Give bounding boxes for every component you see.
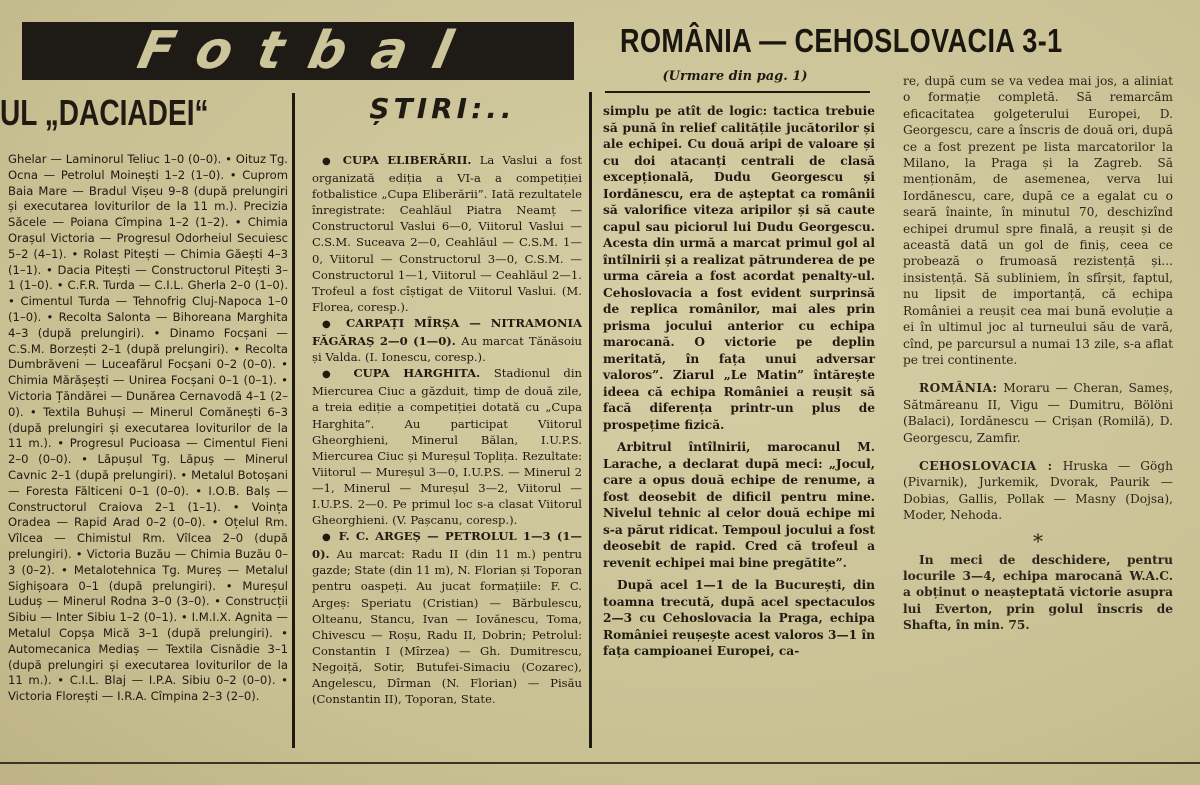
bullet-icon: ● <box>322 156 343 167</box>
lineup-players: Hruska — Gögh (Pivarnik), Jurkemik, Dvorak, Paurik — Dobias, Gallis, Pollak — Masny (Dojsa), Moder, Nehoda. <box>903 458 1173 523</box>
lineup-team: CEHOSLOVACIA : <box>919 458 1053 473</box>
news-item-heading: CUPA HARGHITA. <box>353 366 481 381</box>
bullet-icon: ● <box>322 318 346 330</box>
section-banner <box>22 22 574 80</box>
lineup-cehoslovacia <box>903 458 1173 524</box>
article-headline: ROMÂNIA — CEHOSLOVACIA 3-1 <box>620 22 1063 59</box>
news-item-body: Au marcat Tănăsoiu și Valda. (I. Ionescu, coresp.). <box>312 334 582 365</box>
report-paragraph: re, după cum se va vedea mai jos, a aliniat o formație completă. Să remarcăm eficacitatea golgeterului Europei, D. Georgescu, care a înscris de două ori, după ce a fost prezent pe lista marcatorilor la Milano, la Praga și la Zagreb. Să menționăm, de asemenea, verva lui Iordănescu, care, după ce a egalat cu o seară înainte, în minutul 70, deschizînd echipei drumul spre finală, a reușit și de această dată un gol de finiș, ceea ce probează o frumoasă rezistență și... insistență. Să subliniem, în sfîrșit, faptul, nu lipsit de importanță, că echipa României a reușit cea mai bună evoluție a ei în ultimul joc al turneului său de vară, cînd, pe parcursul a numai 13 zile, s-a aflat pe trei continente. <box>903 74 1173 367</box>
bullet-icon: ● <box>322 532 339 544</box>
column-divider <box>589 92 592 748</box>
news-item <box>312 315 582 365</box>
banner-title: Fotbal <box>132 21 484 81</box>
left-column-title: UL „DACIADEI“ <box>0 92 209 133</box>
report-paragraph: Arbitrul întîlnirii, marocanul M. Larache, a declarat după meci: „Jocul, care a opus două echipe de renume, a fost deosebit de dificil pentru mine. Nivelul tehnic al celor două echipe mi s-a părut ridicat. Tempoul jocului a fost deosebit de rapid. Cred că trofeul a revenit echipei mai bine pregătite”. <box>603 440 875 570</box>
bullet-icon: ● <box>322 369 354 381</box>
match-report-column-1 <box>603 103 875 660</box>
page-bottom-rule <box>0 762 1200 764</box>
lineup-players: Moraru — Cheran, Sameș, Sătmăreanu II, Vigu — Dumitru, Bölöni (Balaci), Iordănescu — Crișan (Romilă), D. Georgescu, Zamfir. <box>903 381 1174 445</box>
cup-results-column <box>8 152 288 705</box>
news-item-body: La Vaslui a fost organizată ediția a VI-a a competiției fotbalistice „Cupa Eliberării”. Iată rezultatele înregistrate: Ceahlăul Piatra Neamț — Constructorul Vaslui 6—0, Viitorul Vaslui — C.S.M. Suceava 2—0, Ceahlăul — C.S.M. 1—0, Viitorul — Constructorul 3—0, C.S.M. — Constructorul 1—1, Viitorul — Ceahlăul 2—1. Trofeul a fost cîștigat de Viitorul Vaslui. (M. Florea, coresp.). <box>312 153 582 314</box>
news-item-heading: CARPAȚI MÎRȘA — NITRAMONIA FĂGĂRAȘ 2—0 (1—0). <box>312 315 582 349</box>
news-item-heading: CUPA ELIBERĂRII. <box>342 153 472 167</box>
continuation-note: (Urmare din pag. 1) <box>662 69 808 84</box>
news-item-heading: F. C. ARGEȘ — PETROLUL 1—3 (1—0). <box>312 529 582 562</box>
news-item-body: Au marcat: Radu II (din 11 m.) pentru gazde; State (din 11 m), N. Florian și Toporan pentru oaspeți. Au jucat formațiile: F. C. Argeș: Speriatu (Cristian) — Bărbulescu, Olteanu, Stancu, Ivan — Iovănescu, Toma, Chivescu — Roșu, Radu II, Dobrin; Petrolul: Constantin I (Mîrzea) — Gh. Dumitrescu, Negoiță, Sotir, Butufei-Simaciu (Cozarec), Angelescu, Dîrman (N. Florian) — Pisău (Constantin II), Toporan, State. <box>312 547 582 707</box>
news-item <box>312 528 582 707</box>
news-item <box>312 365 582 528</box>
report-paragraph: După acel 1—1 de la București, din toamna trecută, după acel spectaculos 2—3 cu Cehoslovacia la Praga, echipa României reușește acest valoros 3—1 în fața campioanei Europei, ca- <box>603 578 875 658</box>
news-item <box>312 152 582 315</box>
lineup-romania <box>903 380 1173 446</box>
news-item-body: Stadionul din Miercurea Ciuc a găzduit, timp de două zile, a treia ediție a competiției dotată cu „Cupa Harghita”. Au participat Viitorul Gheorghieni, Minerul Bălan, I.U.P.S. Miercurea Ciuc și Mureșul Toplița. Rezultate: Viitorul — Mureșul 3—0, I.U.P.S. — Minerul 2—1, Minerul — Mureșul 3—2, Viitorul — I.U.P.S. 2—0. Pe primul loc s-a clasat Viitorul Gheorghieni. (V. Pașcanu, coresp.). <box>312 366 582 528</box>
news-column-title: ȘTIRI:.. <box>369 92 516 125</box>
lineup-team: ROMÂNIA: <box>919 381 998 396</box>
match-report-column-2 <box>903 73 1173 634</box>
star-separator-icon: * <box>1033 528 1043 553</box>
report-paragraph: simplu pe atît de logic: tactica trebuie să pună în relief calitățile jucătorilor și ale echipei. Cu două aripi de valoare și cu doi atacanți centrali de clasă excepțională, Dudu Georgescu și Iordănescu, era de așteptat ca românii să valorifice viteza aripilor și să caute capul sau piciorul lui Dudu Georgescu. Acesta din urmă a marcat primul gol al întîlnirii și a realizat pătrunderea de pe urma căreia a fost acordat penalty-ul. Cehoslovacia a fost evident surprinsă de replica românilor, mai ales prin prisma jocului anterior cu echipa marocană. O victorie pe deplin meritată, în fața unui adversar valoros”. Ziarul „Le Matin” întărește ideea că echipa României a reușit să facă diferența printr-un plus de prospețime fizică. <box>603 104 875 432</box>
column-divider <box>292 93 295 748</box>
subhead-divider <box>605 91 870 93</box>
postscript-paragraph: In meci de deschidere, pentru locurile 3—4, echipa marocană W.A.C. a obținut o neașteptată victorie asupra lui Everton, prin golul înscris de Shafta, în min. 75. <box>903 552 1173 633</box>
cup-results-text: Ghelar — Laminorul Teliuc 1–0 (0–0). • Oituz Tg. Ocna — Petrolul Moinești 1–2 (1–0). • Cuprom Baia Mare — Bradul Vișeu 9–8 (după prelungiri și executarea loviturilor de la 11 m.). Precizia Săcele — Poiana Cîmpina 1–2 (1–2). • Chimia Orașul Victoria — Progresul Odorheiul Secuiesc 5–2 (4–1). • Rolast Pitești — Chimia Găești 4–3 (1–1). • Dacia Pitești — Constructorul Pitești 3–1 (1–0). • C.F.R. Turda — C.I.L. Gherla 2–0 (1–0). • Cimentul Turda — Tehnofrig Cluj-Napoca 1–0 (1–0). • Recolta Salonta — Bihoreana Marghita 4–3 (după prelungiri). • Dinamo Focșani — C.S.M. Borzești 2–1 (după prelungiri). • Recolta Dumbrăveni — Luceafărul Focșani 0–2 (0–0). • Chimia Mărășești — Unirea Focșani 0–1 (0–1). • Victoria Țăndărei — Dunărea Cernavodă 4–1 (2–0). • Textila Buhuși — Minerul Comănești 6–3 (după prelungiri și executarea loviturilor de la 11 m.). • Progresul Pucioasa — Cimentul Fieni 2–0 (0–0). • Lăpușul Tg. Lăpuș — Minerul Cavnic 2–1 (după prelungiri). • Metalul Botoșani — Foresta Fălticeni 0–1 (0–0). • I.O.B. Balș — Constructorul Craiova 2–1 (1–1). • Voința Oradea — Rapid Arad 0–2 (0–0). • Oțelul Rm. Vîlcea — Chimistul Rm. Vîlcea 2–0 (după prelungiri). • Victoria Buzău — Chimia Buzău 0–3 (0–2). • Metalotehnica Tg. Mureș — Metalul Sighișoara 0–1 (după prelungiri). • Mureșul Luduș — Minerul Rodna 3–0 (3–0). • Construcții Sibiu — Inter Sibiu 1–2 (0–1). • I.M.I.X. Agnita — Metalul Copșa Mică 3–1 (după prelungiri). • Automecanica Mediaș — Textila Cisnădie 3–1 (după prelungiri și executarea loviturilor de la 11 m.). • C.I.L. Blaj — I.P.A. Sibiu 0–2 (0–0). • Victoria Florești — I.R.A. Cîmpina 2–3 (2–0). <box>8 152 288 704</box>
news-column <box>312 152 582 707</box>
